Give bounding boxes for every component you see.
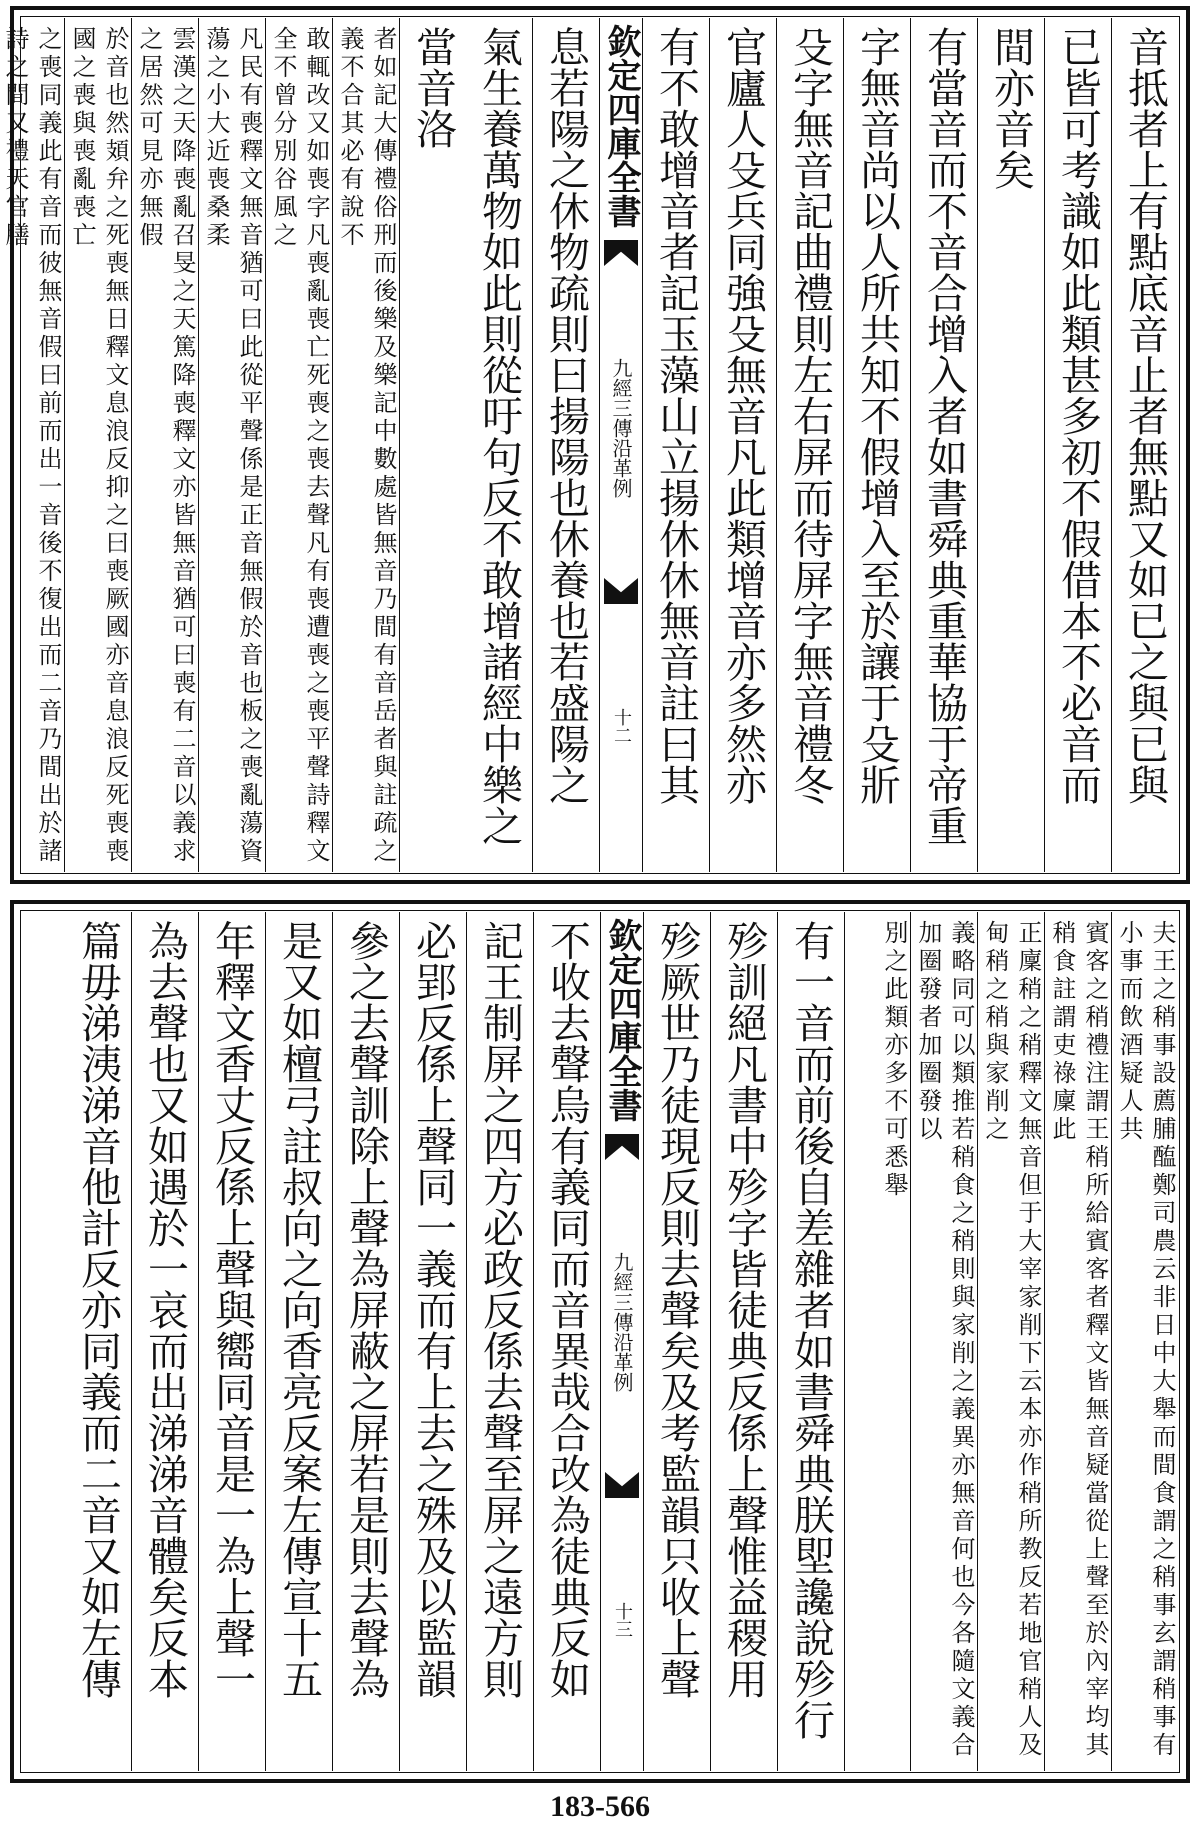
text-column: 音抵者上有點底音止者無點又如已之與已與	[1111, 18, 1178, 872]
text-column: 殳字無音記曲禮則左右屏而待屏字無音禮冬	[776, 18, 843, 872]
text-column: 殄厥世乃徒現反則去聲矣及考監韻只收上聲	[643, 912, 710, 1771]
fish-tail-mark-icon	[605, 1472, 639, 1498]
top-page-columns	[1, 18, 1178, 872]
commentary-column: 雲漢之天降喪亂召旻之天篤降喪釋文亦皆無音猶可曰喪有二音以義求之居然可見亦無假	[131, 18, 198, 872]
text-column: 不收去聲烏有義同而音異哉合改為徒典反如	[533, 912, 600, 1771]
text-column: 字無音尚以人所共知不假增入至於讓于殳斨	[843, 18, 910, 872]
text-column: 有不敢增音者記玉藻山立揚休休無音註曰其	[642, 18, 709, 872]
fish-tail-mark-icon	[605, 1134, 639, 1160]
text-column: 官廬人殳兵同強殳無音凡此類增音亦多然亦	[709, 18, 776, 872]
commentary-column: 正廩稍之稍釋文無音但于大宰家削下云本亦作稍所教反若地官稍人及甸稍之稍與家削之	[977, 912, 1044, 1771]
fish-tail-mark-icon	[604, 240, 638, 266]
text-column: 殄訓絕凡書中殄字皆徒典反係上聲惟益稷用	[710, 912, 777, 1771]
text-column: 必郢反係上聲同一義而有上去之殊及以監韻	[399, 912, 466, 1771]
text-column: 參之去聲訓除上聲為屏蔽之屏若是則去聲為	[332, 912, 399, 1771]
commentary-column: 夫王之稍事設薦脯醢鄭司農云非日中大舉而間食謂之稍事玄謂稍事有小事而飲酒疑人共	[1111, 912, 1178, 1771]
leaf-number: 十二	[611, 708, 632, 744]
commentary-column: 別之此類亦多不可悉舉	[844, 912, 910, 1771]
center-fold	[600, 912, 643, 1771]
commentary-column: 之喪同義此有音而彼無音假曰前而出一音後不復出而二音乃間出於諸詩之間又禮天官膳	[1, 26, 62, 866]
text-column: 年釋文香丈反係上聲與嚮同音是一為上聲一	[198, 912, 265, 1771]
folio-number: 183-566	[550, 1790, 650, 1823]
commentary-column: 者如記大傳禮俗刑而後樂及樂記中數處皆無音乃間有音岳者與註疏之義不合其必有說不	[332, 18, 399, 872]
text-column: 有一音而前後自差雜者如書舜典朕堲讒說殄行	[777, 912, 844, 1771]
book-title: 欽定四庫全書	[601, 24, 641, 228]
book-title: 欽定四庫全書	[602, 918, 642, 1122]
text-column: 有當音而不音合增入者如書舜典重華協于帝重	[910, 18, 977, 872]
top-page-panel	[1, 6, 1190, 884]
chapter-title: 九經三傳沿革例	[609, 358, 633, 498]
fish-tail-mark-icon	[604, 578, 638, 604]
text-column: 氣生養萬物如此則從吁句反不敢增諸經中樂之當音洛	[399, 18, 532, 872]
center-fold	[599, 18, 642, 872]
text-column: 篇毋涕洟涕音他計反亦同義而二音又如左傳	[74, 920, 122, 1699]
chapter-title: 九經三傳沿革例	[610, 1252, 634, 1392]
commentary-column: 敢輒改又如喪字凡喪亂喪亡死喪之喪去聲凡有喪遭喪之喪平聲詩釋文全不曾分別谷風之	[265, 18, 332, 872]
text-column: 息若陽之休物疏則曰揚陽也休養也若盛陽之	[532, 18, 599, 872]
bottom-page-panel	[10, 900, 1190, 1783]
commentary-column: 賓客之稍禮注謂王稍所給賓客者釋文皆無音疑當從上聲至於內宰均其稍食註謂吏祿廩此	[1044, 912, 1111, 1771]
text-column: 記王制屏之四方必政反係去聲至屏之遠方則	[466, 912, 533, 1771]
text-column: 為去聲也又如遇於一哀而出涕涕音體矣反本	[131, 912, 198, 1771]
text-column: 是又如檀弓註叔向之向香亮反案左傳宣十五	[265, 912, 332, 1771]
bottom-page-columns	[22, 912, 1178, 1771]
commentary-column: 凡民有喪釋文無音猶可曰此從平聲係是正音無假於音也板之喪亂蕩資蕩之小大近喪桑柔	[198, 18, 265, 872]
text-column: 間亦音矣	[977, 18, 1044, 872]
text-column: 已皆可考識如此類甚多初不假借本不必音而	[1044, 18, 1111, 872]
commentary-column: 於音也然頍弁之死喪無日釋文息浪反抑之曰喪厥國亦音息浪反死喪喪國之喪與喪亂喪亡	[64, 18, 131, 872]
commentary-column: 義略同可以類推若稍食之稍則與家削之義異亦無音何也今各隨文義合加圈發者加圈發以	[910, 912, 977, 1771]
leaf-number: 十三	[612, 1602, 633, 1638]
